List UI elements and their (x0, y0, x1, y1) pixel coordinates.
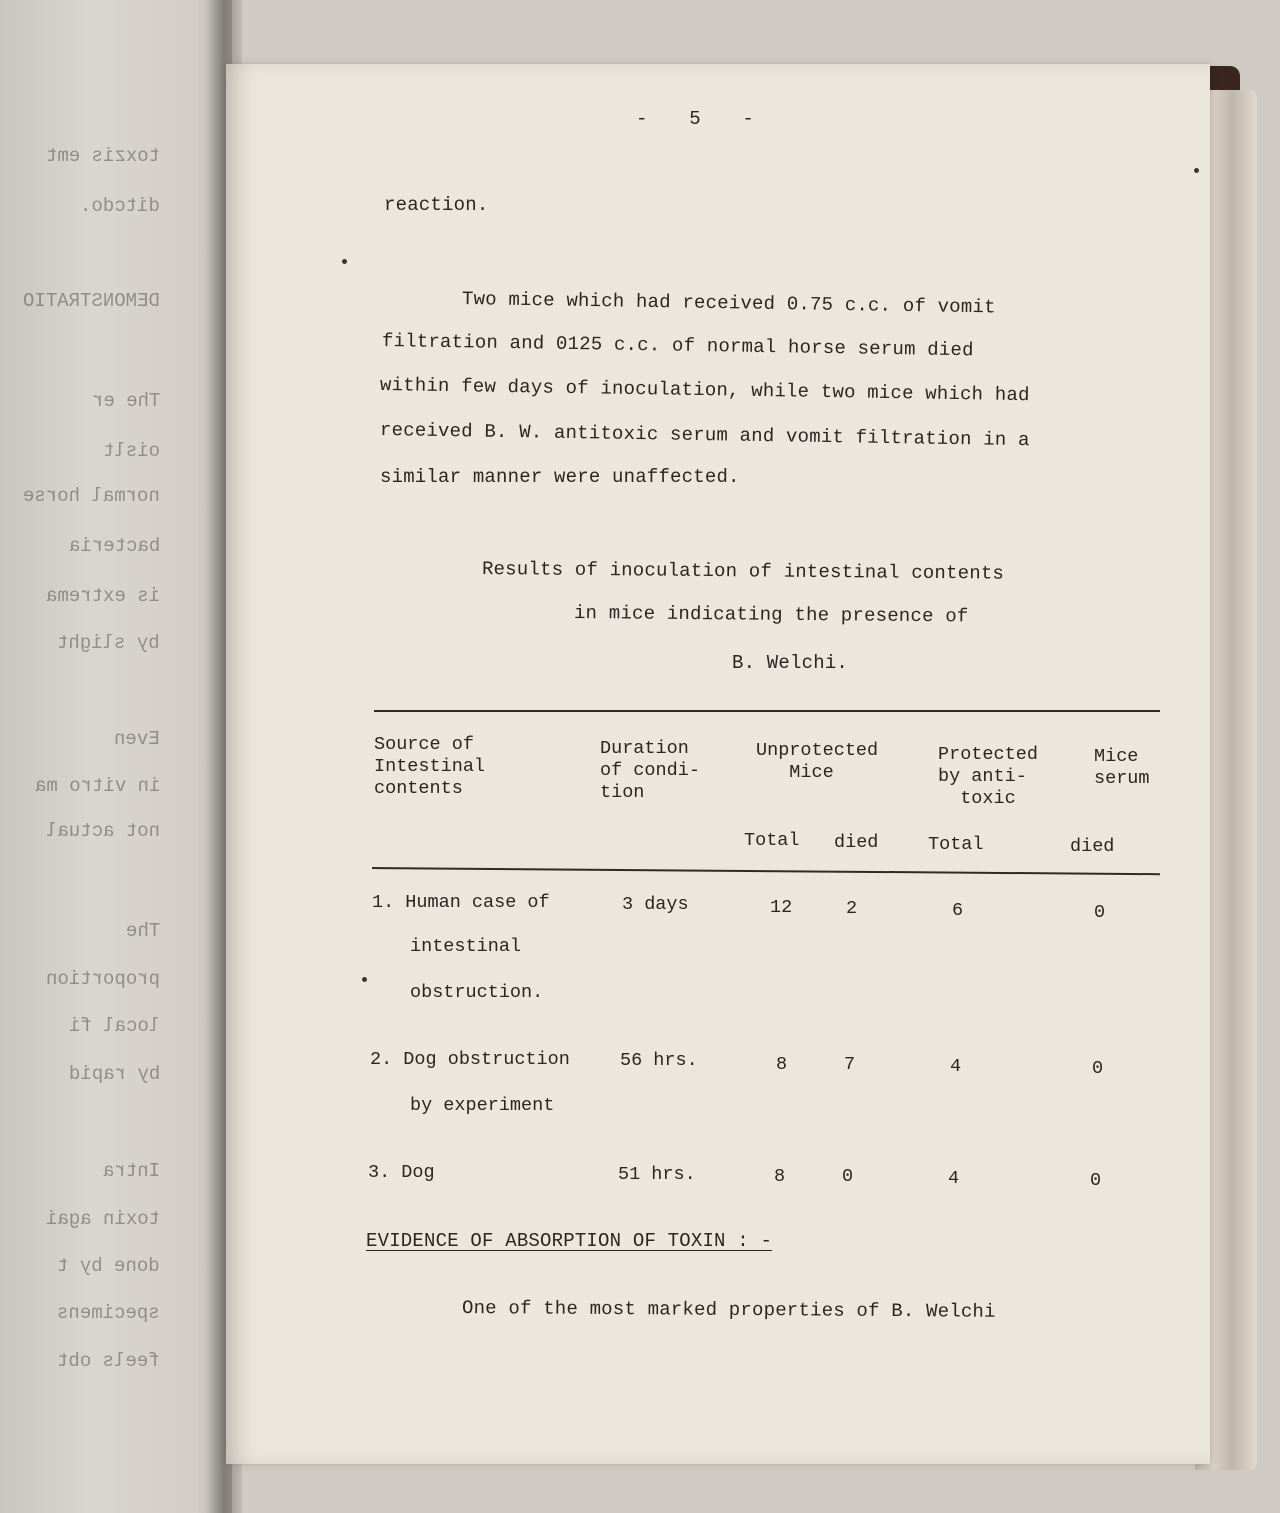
ghost-line: feels obt (57, 1350, 160, 1372)
ghost-line: normal horse (23, 485, 160, 507)
table-cell-source: intestinal (410, 936, 522, 957)
ghost-line: local fi (68, 1015, 160, 1037)
table-cell-protected-died: 0 (1090, 1170, 1102, 1191)
table-cell-source: obstruction. (410, 982, 544, 1003)
ink-speck (1194, 168, 1199, 173)
paragraph-line: Two mice which had received 0.75 c.c. of vomit (461, 288, 996, 319)
table-caption-line: B. Welchi. (732, 652, 849, 674)
table-cell-source: 1. Human case of (372, 892, 550, 913)
table-header-rule (372, 867, 1160, 875)
table-cell-protected-total: 4 (950, 1056, 962, 1077)
table-top-rule (374, 710, 1160, 712)
table-cell-protected-total: 4 (948, 1168, 960, 1189)
paragraph-line: filtration and 0125 c.c. of normal horse serum died (381, 330, 974, 362)
table-cell-protected-died: 0 (1094, 902, 1106, 923)
table-cell-protected-died: 0 (1092, 1058, 1104, 1079)
header-protected: Protected by anti- toxic (938, 744, 1038, 809)
ghost-line: Even (114, 728, 160, 750)
ghost-line: proportion (45, 968, 160, 990)
paragraph-line: received B. W. antitoxic serum and vomit filtration in a (379, 419, 1030, 452)
paragraph-line: similar manner were unaffected. (380, 466, 740, 488)
ghost-line: bacteria (68, 535, 160, 557)
ghost-line: specimens (57, 1302, 160, 1324)
ghost-line: in vitro ma (34, 775, 160, 797)
header-total-unprotected: Total (744, 830, 800, 851)
header-died-protected: died (1070, 836, 1115, 857)
ghost-line: toxzis emt (45, 145, 160, 167)
ghost-line: Intra (102, 1160, 160, 1182)
header-unprotected: Unprotected Mice (756, 740, 879, 783)
ghost-line: DEMONSTRATIO (23, 290, 160, 312)
table-cell-unprotected-total: 8 (776, 1054, 788, 1075)
ghost-line: done by t (57, 1255, 160, 1277)
page-number: - 5 - (636, 108, 755, 130)
paragraph-line: within few days of inoculation, while two mice which had (379, 374, 1030, 407)
ink-speck (362, 977, 367, 982)
paragraph-line: One of the most marked properties of B. Welchi (461, 1297, 996, 1323)
ink-speck (342, 259, 347, 264)
table-cell-source: 3. Dog (368, 1162, 435, 1183)
ghost-line: by slight (57, 632, 160, 654)
table-cell-unprotected-total: 8 (774, 1166, 786, 1187)
ghost-line: toxin agai (45, 1208, 160, 1230)
ghost-line: ditcdo. (80, 195, 160, 217)
ghost-line: oislt (102, 440, 160, 462)
header-total-protected: Total (928, 834, 984, 855)
table-cell-protected-total: 6 (952, 900, 964, 921)
ghost-line: by rapid (68, 1063, 160, 1085)
ghost-line: The er (91, 390, 160, 412)
section-heading: EVIDENCE OF ABSORPTION OF TOXIN : - (366, 1230, 773, 1252)
table-cell-source: 2. Dog obstruction (370, 1049, 570, 1070)
ghost-line: not actual (45, 820, 160, 842)
table-cell-duration: 51 hrs. (618, 1164, 696, 1185)
ghost-line: The (125, 920, 160, 942)
header-duration: Duration of condi- tion (600, 738, 700, 803)
table-caption-line: in mice indicating the presence of (573, 602, 969, 628)
table-cell-duration: 3 days (622, 894, 689, 915)
paragraph-line: reaction. (384, 194, 489, 216)
table-cell-unprotected-total: 12 (770, 897, 793, 918)
table-cell-unprotected-died: 0 (842, 1166, 854, 1187)
typed-page (226, 64, 1210, 1464)
header-died-unprotected: died (834, 832, 879, 853)
table-caption-line: Results of inoculation of intestinal contents (481, 558, 1005, 585)
previous-page (0, 0, 232, 1513)
table-cell-source: by experiment (410, 1095, 555, 1116)
table-cell-unprotected-died: 7 (844, 1054, 856, 1075)
header-source: Source of Intestinal contents (374, 734, 486, 799)
table-cell-unprotected-died: 2 (846, 898, 858, 919)
ghost-line: is extrema (45, 585, 160, 607)
table-cell-duration: 56 hrs. (620, 1050, 698, 1071)
header-serum: Mice serum (1094, 746, 1150, 789)
